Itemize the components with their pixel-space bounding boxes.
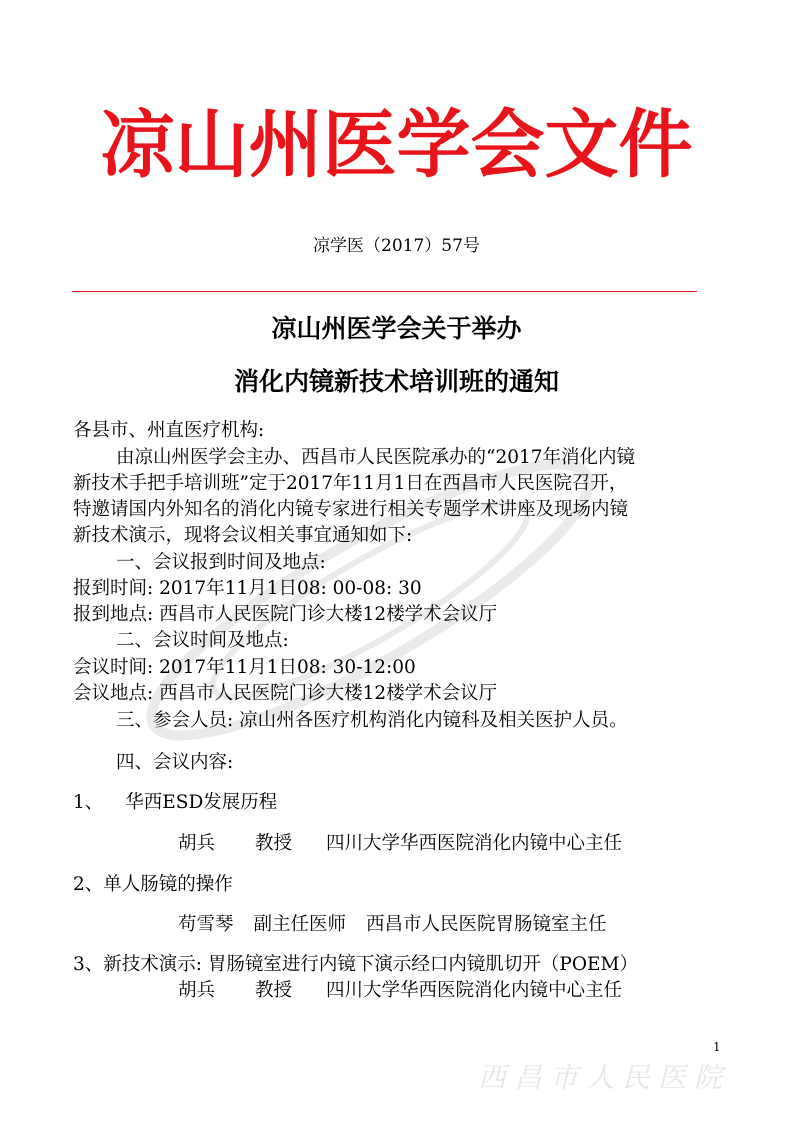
speaker-title: 副主任医师 <box>253 914 347 935</box>
agenda-item-topic: 华西ESD发展历程 <box>125 792 278 813</box>
intro-line-2: 新技术手把手培训班”定于2017年11月1日在西昌市人民医院召开， <box>73 473 628 494</box>
agenda-item-topic: 单人肠镜的操作 <box>103 874 233 895</box>
speaker-affiliation: 西昌市人民医院胃肠镜室主任 <box>366 914 607 935</box>
speaker-name: 胡兵 <box>178 833 216 854</box>
agenda-item-1-speaker-row <box>178 831 622 857</box>
section-3-attendees: 三、参会人员: 凉山州各医疗机构消化内镜科及相关医护人员。 <box>116 710 628 731</box>
speaker-title: 教授 <box>255 980 293 1001</box>
document-number: 凉学医（2017）57号 <box>313 236 480 256</box>
intro-line-4: 新技术演示，现将会议相关事宜通知如下: <box>73 525 413 546</box>
agenda-item-3-speaker-row <box>178 978 622 1004</box>
meeting-time: 会议时间: 2017年11月1日08: 30-12:00 <box>73 657 416 678</box>
document-header-title: 凉山州医学会文件 <box>100 102 693 188</box>
notice-title-line-1: 凉山州医学会关于举办 <box>271 314 522 343</box>
agenda-item-2-speaker-row <box>178 912 607 938</box>
intro-line-3: 特邀请国内外知名的消化内镜专家进行相关专题学术讲座及现场内镜 <box>73 499 629 520</box>
agenda-item-1 <box>73 790 277 816</box>
section-2-heading: 二、会议时间及地点: <box>116 630 289 651</box>
speaker-affiliation: 四川大学华西医院消化内镜中心主任 <box>326 980 623 1001</box>
agenda-item-number: 2、 <box>73 874 104 895</box>
agenda-item-3 <box>73 952 638 978</box>
agenda-item-topic: 新技术演示: 胃肠镜室进行内镜下演示经口内镜肌切开（POEM） <box>103 954 638 975</box>
speaker-title: 教授 <box>255 833 293 854</box>
speaker-affiliation: 四川大学华西医院消化内镜中心主任 <box>326 833 623 854</box>
intro-line-1: 由凉山州医学会主办、西昌市人民医院承办的“2017年消化内镜 <box>116 447 636 468</box>
page-number: 1 <box>713 1040 721 1054</box>
checkin-time: 报到时间: 2017年11月1日08: 00-08: 30 <box>73 578 422 599</box>
speaker-name: 胡兵 <box>178 980 216 1001</box>
agenda-item-number: 3、 <box>73 954 104 975</box>
checkin-place: 报到地点: 西昌市人民医院门诊大楼12楼学术会议厅 <box>73 604 498 625</box>
meeting-place: 会议地点: 西昌市人民医院门诊大楼12楼学术会议厅 <box>73 683 498 704</box>
section-1-heading: 一、会议报到时间及地点: <box>116 552 326 573</box>
agenda-item-number: 1、 <box>73 792 104 813</box>
section-4-heading: 四、会议内容: <box>116 752 234 773</box>
header-divider <box>72 291 697 292</box>
agenda-item-2 <box>73 872 233 898</box>
notice-title-line-2: 消化内镜新技术培训班的通知 <box>233 367 559 396</box>
addressee: 各县市、州直医疗机构: <box>73 420 265 441</box>
footer-watermark: 西昌市人民医院 <box>478 1061 731 1094</box>
speaker-name: 苟雪琴 <box>178 914 234 935</box>
